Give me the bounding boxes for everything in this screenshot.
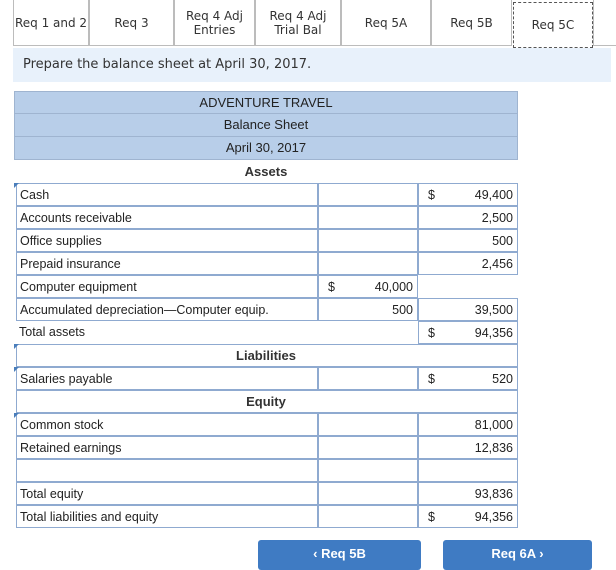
- cash-label[interactable]: Cash: [16, 183, 318, 206]
- supplies-col2[interactable]: [418, 229, 518, 252]
- total-assets-value: 94,356: [474, 326, 513, 340]
- equipment-col1[interactable]: [318, 275, 418, 298]
- statement-title: Balance Sheet: [14, 114, 518, 137]
- total-le-value: 94,356: [474, 510, 513, 524]
- row-accounts-receivable: [14, 206, 518, 229]
- total-equity-col1[interactable]: [318, 482, 418, 505]
- total-le-col1[interactable]: [318, 505, 418, 528]
- salaries-value: 520: [492, 372, 513, 386]
- supplies-value: 500: [492, 234, 513, 248]
- total-le-col2[interactable]: [418, 505, 518, 528]
- liabilities-heading: Liabilities: [236, 348, 296, 363]
- prev-req-button[interactable]: ‹ Req 5B: [258, 540, 421, 570]
- ar-col2[interactable]: [418, 206, 518, 229]
- cash-dollar: $: [428, 188, 435, 202]
- total-le-dollar: $: [428, 510, 435, 524]
- row-blank: [14, 459, 518, 482]
- tab-req-5c[interactable]: Req 5C: [513, 2, 593, 48]
- statement-date: April 30, 2017: [14, 137, 518, 160]
- blank-col1[interactable]: [318, 459, 418, 482]
- accum-col2[interactable]: [418, 298, 518, 321]
- row-computer-equipment: [14, 275, 518, 298]
- prepaid-col1[interactable]: [318, 252, 418, 275]
- common-col2[interactable]: [418, 413, 518, 436]
- accum-col1[interactable]: [318, 298, 418, 321]
- instruction-text: Prepare the balance sheet at April 30, 2017.: [13, 48, 611, 82]
- common-label[interactable]: Common stock: [16, 413, 318, 436]
- next-req-button[interactable]: Req 6A ›: [443, 540, 592, 570]
- accum-value: 500: [392, 303, 413, 317]
- supplies-label[interactable]: Office supplies: [16, 229, 318, 252]
- tab-req-5a[interactable]: Req 5A: [341, 0, 431, 46]
- equipment-label[interactable]: Computer equipment: [16, 275, 318, 298]
- total-assets-label: Total assets: [16, 321, 318, 344]
- prepaid-value: 2,456: [481, 257, 513, 271]
- prepaid-label[interactable]: Prepaid insurance: [16, 252, 318, 275]
- salaries-label[interactable]: Salaries payable: [16, 367, 318, 390]
- row-salaries-payable: [14, 367, 518, 390]
- cash-col1[interactable]: [318, 183, 418, 206]
- row-accumulated-depreciation: [14, 298, 518, 321]
- ar-value: 2,500: [481, 211, 513, 225]
- tab-req-4-adj-entries[interactable]: Req 4 Adj Entries: [174, 0, 255, 46]
- row-total-assets: [14, 321, 518, 344]
- total-equity-label[interactable]: Total equity: [16, 482, 318, 505]
- common-col1[interactable]: [318, 413, 418, 436]
- equity-heading: Equity: [246, 394, 286, 409]
- total-assets-dollar: $: [428, 326, 435, 340]
- row-cash: [14, 183, 518, 206]
- equipment-value: 40,000: [374, 280, 413, 294]
- row-prepaid-insurance: [14, 252, 518, 275]
- retained-col1[interactable]: [318, 436, 418, 459]
- marker-row: [14, 160, 518, 183]
- retained-label[interactable]: Retained earnings: [16, 436, 318, 459]
- row-total-liabilities-equity: [14, 505, 518, 528]
- retained-col2[interactable]: [418, 436, 518, 459]
- tab-overflow[interactable]: [593, 0, 616, 46]
- company-name: ADVENTURE TRAVEL: [14, 91, 518, 114]
- assets-heading: Assets: [244, 164, 288, 179]
- row-total-equity: [14, 482, 518, 505]
- prepaid-col2[interactable]: [418, 252, 518, 275]
- row-office-supplies: [14, 229, 518, 252]
- tab-req-3[interactable]: Req 3: [89, 0, 174, 46]
- blank-label[interactable]: [16, 459, 318, 482]
- total-equity-value: 93,836: [474, 487, 513, 501]
- equipment-dollar: $: [328, 280, 335, 294]
- ar-label[interactable]: Accounts receivable: [16, 206, 318, 229]
- equipment-col2: [418, 275, 518, 298]
- salaries-dollar: $: [428, 372, 435, 386]
- cash-col2[interactable]: [418, 183, 518, 206]
- common-value: 81,000: [474, 418, 513, 432]
- requirement-tabs: [13, 0, 616, 47]
- accum-net-value: 39,500: [474, 303, 513, 317]
- total-assets-col2[interactable]: [418, 321, 518, 344]
- blank-col2[interactable]: [418, 459, 518, 482]
- total-assets-col1: [318, 321, 418, 344]
- total-equity-col2[interactable]: [418, 482, 518, 505]
- retained-value: 12,836: [474, 441, 513, 455]
- row-retained-earnings: [14, 436, 518, 459]
- row-common-stock: [14, 413, 518, 436]
- tab-req-4-adj-trial-bal[interactable]: Req 4 Adj Trial Bal: [255, 0, 341, 46]
- tab-req-1-and-2[interactable]: Req 1 and 2: [13, 0, 89, 46]
- salaries-col1[interactable]: [318, 367, 418, 390]
- total-le-label[interactable]: Total liabilities and equity: [16, 505, 318, 528]
- accum-label[interactable]: Accumulated depreciation—Computer equip.: [16, 298, 318, 321]
- salaries-col2[interactable]: [418, 367, 518, 390]
- ar-col1[interactable]: [318, 206, 418, 229]
- supplies-col1[interactable]: [318, 229, 418, 252]
- cash-value: 49,400: [474, 188, 513, 202]
- tab-req-5b[interactable]: Req 5B: [431, 0, 512, 46]
